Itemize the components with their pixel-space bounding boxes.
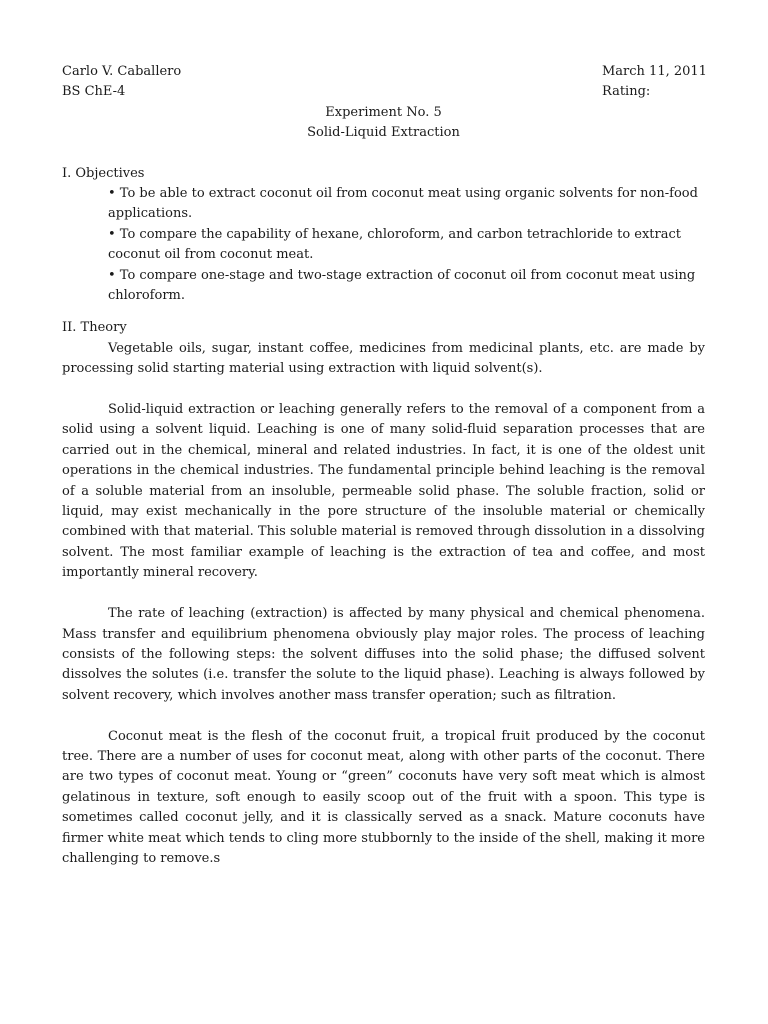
paragraph-spacer <box>62 584 705 604</box>
program-label: BS ChE-4 <box>62 84 126 100</box>
report-date: March 11, 2011 <box>602 64 707 79</box>
theory-paragraph: Vegetable oils, sugar, instant coffee, medicines from medicinal plants, etc. are made by processing solid starting material using extraction with liquid solvent(s). <box>62 340 705 377</box>
theory-paragraph: Coconut meat is the flesh of the coconut fruit, a tropical fruit produced by the coconut tree. There are a number of uses for coconut meat, along with other parts of the coconut. There are two types of coconut meat. Young or “green” coconuts have very soft meat which is almost gelatinous in texture, soft enough to easily scoop out of the fruit with a spoon. This type is sometimes called coconut jelly, and it is classically served as a snack. Mature coconuts have firmer white meat which tends to cling more stubbornly to the inside of the shell, making it more challenging to remove.s <box>62 728 705 866</box>
paragraph-spacer <box>62 380 705 400</box>
objectives-heading: I. Objectives <box>62 165 145 181</box>
objective-item: • To compare one-stage and two-stage extraction of coconut oil from coconut meat using chloroform. <box>108 267 696 304</box>
header-row-program <box>62 82 705 102</box>
document-page <box>62 62 705 869</box>
header-row-author <box>62 62 705 82</box>
objectives-list <box>62 184 705 306</box>
experiment-title: Solid-Liquid Extraction <box>307 125 460 141</box>
author-name: Carlo V. Caballero <box>62 64 182 79</box>
theory-paragraph: The rate of leaching (extraction) is affected by many physical and chemical phenomena. Mass transfer and equilibrium phenomena obviously play major roles. The process of leaching consists of the following steps: the solvent diffuses into the solid phase; the diffused solvent dissolves the solutes (i.e. transfer the solute to the liquid phase). Leaching is always followed by solvent recovery, which involves another mass transfer operation; such as filtration. <box>62 606 705 703</box>
rating-label: Rating: <box>602 84 651 100</box>
theory-heading: II. Theory <box>62 320 127 336</box>
paragraph-spacer <box>62 706 705 726</box>
experiment-number: Experiment No. 5 <box>325 104 442 120</box>
objective-item: • To compare the capability of hexane, chloroform, and carbon tetrachloride to extract coconut oil from coconut meat. <box>108 226 682 263</box>
objective-item: • To be able to extract coconut oil from coconut meat using organic solvents for non-food applications. <box>108 186 698 222</box>
theory-paragraph: Solid-liquid extraction or leaching generally refers to the removal of a component from a solid using a solvent liquid. Leaching is one of many solid-fluid separation processes that are carried out in the chemical, mineral and related industries. In fact, it is one of the oldest unit operations in the chemical industries. The fundamental principle behind leaching is the removal of a soluble material from an insoluble, permeable solid phase. The soluble fraction, solid or liquid, may exist mechanically in the pore structure of the insoluble material or chemically combined with that material. This soluble material is removed through dissolution in a dissolving solvent. The most familiar example of leaching is the extraction of tea and coffee, and most importantly mineral recovery. <box>62 402 705 581</box>
